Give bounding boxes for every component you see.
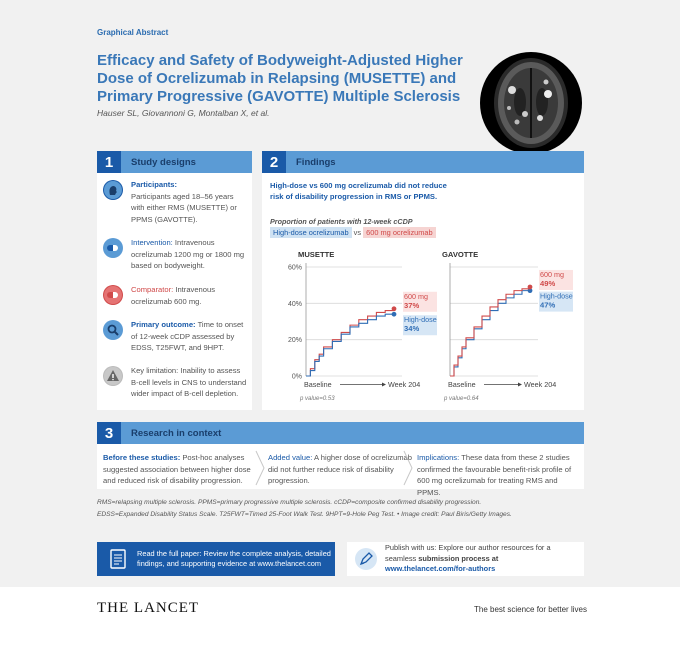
section-title: Research in context	[131, 427, 222, 439]
magnifier-icon	[103, 320, 123, 340]
y-tick-label: 40%	[287, 300, 302, 308]
publish-text-main: Publish with us: Explore our author resources for a seamless	[385, 543, 551, 563]
outcome-label: Primary outcome:	[131, 320, 196, 329]
before-text: Post-hoc analyses suggested association between higher dose and reduced risk of disability progression.	[103, 453, 251, 485]
series-end-value: 37%	[404, 300, 420, 310]
intervention-text: Intravenous ocrelizumab 1200 mg or 1800 mg based on bodyweight.	[131, 238, 245, 270]
lancet-logo: THE LANCET	[97, 600, 200, 616]
before-label: Before these studies:	[103, 453, 181, 462]
publish-with-us-link[interactable]	[347, 542, 584, 576]
series-name-label: High-dose	[404, 315, 437, 325]
x-start-label: Baseline	[304, 380, 332, 389]
chevron-right-icon	[255, 450, 265, 486]
comparator-label: Comparator:	[131, 285, 174, 294]
comparator-item	[103, 284, 248, 307]
study-designs-panel	[97, 151, 252, 410]
y-tick-label: 60%	[287, 264, 302, 272]
authors: Hauser SL, Giovannoni G, Montalban X, et al.	[97, 108, 270, 118]
implications-label: Implications:	[417, 453, 460, 462]
intervention-label: Intervention:	[131, 238, 173, 247]
series-line-600-mg	[306, 309, 394, 376]
implications-text: These data from these 2 studies confirmed the favourable benefit-risk profile of 600 mg ocrelizumab for treating RMS and PPMS.	[417, 453, 572, 497]
x-start-label: Baseline	[448, 380, 476, 389]
findings-charts	[262, 247, 584, 407]
section-number: 1	[97, 151, 121, 173]
y-tick-label: 0%	[291, 373, 302, 381]
before-studies-column	[103, 452, 253, 487]
findings-panel	[262, 151, 584, 410]
tagline: The best science for better lives	[474, 605, 587, 614]
end-point	[392, 306, 397, 311]
outcome-text: Time to onset of 12-week cCDP assessed by EDSS, T25FWT, and 9HPT.	[131, 320, 244, 352]
capsule-icon	[103, 238, 123, 258]
p-value: p value=0.64	[444, 396, 479, 402]
chart-title: GAVOTTE	[442, 250, 479, 259]
footer-bar	[0, 587, 680, 648]
x-arrow-head	[518, 383, 522, 387]
publish-text	[385, 543, 581, 575]
publish-link[interactable]: www.thelancet.com/for-authors	[385, 564, 496, 574]
document-icon	[103, 544, 133, 574]
proportion-label: Proportion of patients with 12-week cCDP	[270, 217, 413, 226]
pen-icon	[351, 544, 381, 574]
series-end-value: 49%	[540, 278, 556, 288]
series-end-value: 34%	[404, 324, 420, 334]
footnote-abbreviations-1: RMS=relapsing multiple sclerosis. PPMS=primary progressive multiple sclerosis. cCDP=composite confirmed disability progression.	[97, 499, 482, 506]
chevron-right-icon	[403, 450, 413, 486]
section-header	[97, 151, 252, 173]
series-line-600-mg	[450, 287, 530, 376]
x-end-label: Week 204	[524, 380, 557, 389]
added-value-column	[268, 452, 418, 487]
series-name-label: 600 mg	[540, 269, 564, 279]
legend-vs: vs	[353, 228, 362, 237]
publish-text-bold: submission process at	[418, 553, 499, 563]
read-full-paper-text: Read the full paper: Review the complete analysis, detailed findings, and supporting evidence at www.thelancet.com	[137, 548, 331, 568]
x-end-label: Week 204	[388, 380, 421, 389]
legend-high-dose: High-dose ocrelizumab	[270, 227, 352, 238]
graphical-abstract-label: Graphical Abstract	[97, 28, 169, 37]
paper-title: Efficacy and Safety of Bodyweight-Adjusted Higher Dose of Ocrelizumab in Relapsing (MUSETTE) and Primary Progressive (GAVOTTE) Multiple Sclerosis	[97, 52, 463, 105]
end-point	[392, 312, 397, 317]
p-value: p value=0.53	[300, 396, 335, 402]
brain-mri-image	[480, 52, 582, 154]
capsule-red-icon	[103, 285, 123, 305]
section-title: Findings	[296, 156, 336, 168]
intervention-item	[103, 237, 248, 272]
participants-label: Participants:	[131, 180, 177, 189]
section-title: Study designs	[131, 156, 196, 168]
comparator-text: Intravenous ocrelizumab 600 mg.	[131, 285, 216, 306]
limitation-item	[103, 365, 248, 400]
section-header	[97, 422, 584, 444]
outcome-item	[103, 319, 248, 354]
limitation-text: Inability to assess B-cell levels in CNS to understand wider impact of B-cell depletion.	[131, 366, 247, 398]
series-name-label: High-dose	[540, 291, 573, 301]
series-line-high-dose	[306, 314, 394, 376]
participants-item	[103, 179, 248, 225]
footnote-abbreviations-2: EDSS=Expanded Disability Status Scale. T25FWT=Timed 25-Foot Walk Test. 9HPT=9-Hole Peg Test. • Image credit: Paul Biris/Getty Images.	[97, 511, 512, 518]
series-end-value: 47%	[540, 300, 556, 310]
section-number: 2	[262, 151, 286, 173]
chart-title: MUSETTE	[298, 250, 335, 259]
series-name-label: 600 mg	[404, 291, 428, 301]
x-arrow-head	[382, 383, 386, 387]
section-number: 3	[97, 422, 121, 444]
findings-headline: High-dose vs 600 mg ocrelizumab did not reduce risk of disability progression in RMS or PPMS.	[270, 181, 447, 201]
end-point	[528, 285, 533, 290]
y-tick-label: 20%	[287, 337, 302, 345]
legend-600mg: 600 mg ocrelizumab	[363, 227, 436, 238]
warning-icon	[103, 366, 123, 386]
series-legend	[270, 228, 436, 237]
read-full-paper-link[interactable]	[97, 542, 335, 576]
limitation-label: Key limitation:	[131, 366, 179, 375]
section-header	[262, 151, 584, 173]
implications-column	[417, 452, 579, 498]
participants-text: Participants aged 18–56 years with either RMS (MUSETTE) or PPMS (GAVOTTE).	[131, 191, 237, 224]
added-text: A higher dose of ocrelizumab did not further reduce risk of disability progression.	[268, 453, 412, 485]
research-context-panel	[97, 422, 584, 497]
added-label: Added value:	[268, 453, 313, 462]
person-head-icon	[103, 180, 123, 200]
